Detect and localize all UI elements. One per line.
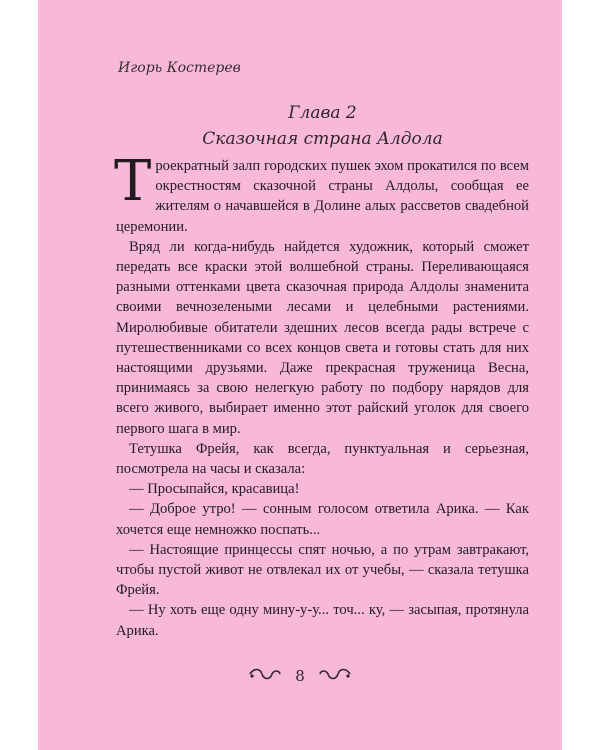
page-footer <box>38 666 562 685</box>
paragraph: Вряд ли когда-нибудь найдется художник, который сможет передать все краски этой волшебной страны. Переливающаяся разными оттенками цвета сказочная природа Алдолы знаменита своими вечнозелеными лесами и целебными растениями. Миролюбивые обитатели здешних лесов всегда рады встрече с путешественниками со всех концов света и готовы стать для них настоящими друзьями. Даже прекрасная труженица Весна, принимаясь за свою нелегкую работу по подбору нарядов для всего живого, выбирает именно этот райский уголок для своего первого шага в мир. <box>116 238 529 437</box>
chapter-number: Глава 2 <box>288 103 357 123</box>
drop-cap: Т <box>114 149 152 214</box>
scroll-ornament-icon <box>318 667 352 685</box>
book-page <box>38 0 562 750</box>
paragraph: — Ну хоть еще одну мину-у-у... точ... ку, — засыпая, протянула Арика. <box>116 602 529 639</box>
chapter-text <box>114 149 529 641</box>
paragraph: — Доброе утро! — сонным голосом ответила Арика. — Как хочется еще немножко поспать... <box>116 501 529 538</box>
paragraph-text: роекратный залп городских пушек эхом прокатился по всем окрестностям сказочной страны Алдолы, сообщая ее жителям о начавшейся в Долине алых рассветов свадебной церемонии. <box>116 158 529 235</box>
running-header-author: Игорь Костерев <box>118 60 241 76</box>
scroll-ornament-icon <box>248 667 282 685</box>
paragraph <box>114 149 529 237</box>
paragraph: — Просыпайся, красавица! <box>129 481 300 498</box>
paragraph: Тетушка Фрейя, как всегда, пунктуальная и серьезная, посмотрела на часы и сказала: <box>116 440 529 478</box>
page-number: 8 <box>295 667 305 685</box>
chapter-title: Сказочная страна Алдола <box>202 129 443 149</box>
chapter-heading <box>116 100 529 152</box>
paragraph: — Настоящие принцессы спят ночью, а по утрам завтракают, чтобы пустой живот не отвлекал их от учебы, — сказала тетушка Фрейя. <box>116 541 529 599</box>
